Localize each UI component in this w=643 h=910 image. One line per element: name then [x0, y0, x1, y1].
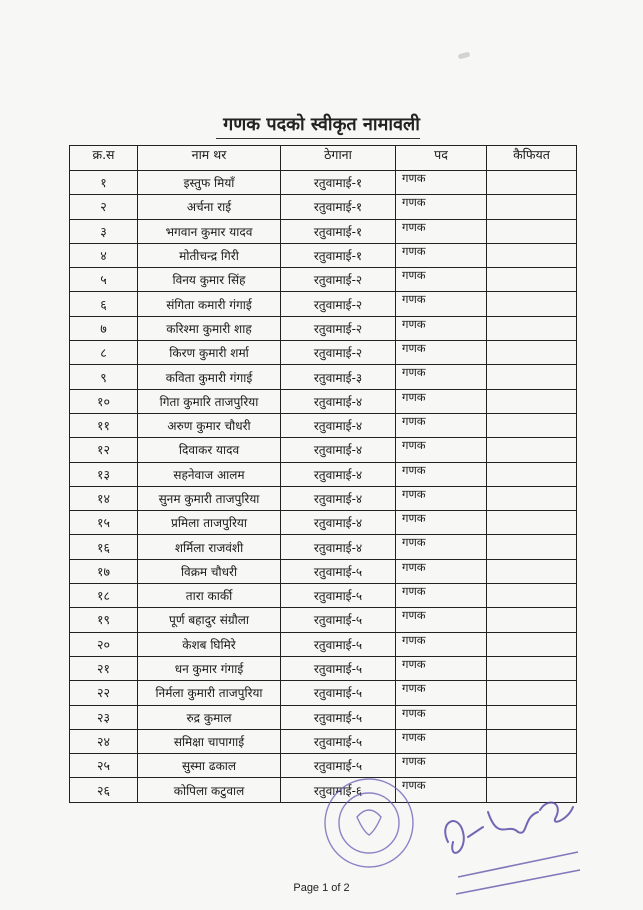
table-row [70, 729, 577, 753]
cell-remarks [487, 729, 577, 753]
cell-post: गणक [396, 511, 487, 535]
cell-address: रतुवामाई-४ [281, 438, 396, 462]
cell-remarks [487, 559, 577, 583]
cell-serial: २० [70, 632, 138, 656]
cell-remarks [487, 681, 577, 705]
cell-remarks [487, 438, 577, 462]
cell-remarks [487, 341, 577, 365]
cell-post: गणक [396, 316, 487, 340]
cell-remarks [487, 462, 577, 486]
table-row [70, 608, 577, 632]
cell-name: कोपिला कटुवाल [138, 778, 281, 802]
cell-post: गणक [396, 632, 487, 656]
cell-serial: २ [70, 195, 138, 219]
cell-address: रतुवामाई-४ [281, 486, 396, 510]
cell-remarks [487, 292, 577, 316]
table-row [70, 511, 577, 535]
table-row [70, 705, 577, 729]
cell-name: प्रमिला ताजपुरिया [138, 511, 281, 535]
cell-post: गणक [396, 243, 487, 267]
cell-address: रतुवामाई-३ [281, 365, 396, 389]
cell-serial: ४ [70, 243, 138, 267]
cell-post: गणक [396, 486, 487, 510]
cell-post: गणक [396, 219, 487, 243]
cell-name: दिवाकर यादव [138, 438, 281, 462]
cell-post: गणक [396, 341, 487, 365]
cell-address: रतुवामाई-१ [281, 243, 396, 267]
cell-address: रतुवामाई-५ [281, 559, 396, 583]
cell-remarks [487, 171, 577, 195]
cell-remarks [487, 219, 577, 243]
cell-name: केशब घिमिरे [138, 632, 281, 656]
cell-serial: ५ [70, 268, 138, 292]
page-number: Page 1 of 2 [293, 882, 350, 894]
cell-address: रतुवामाई-५ [281, 608, 396, 632]
header-remarks: कैफियत [487, 146, 577, 171]
cell-address: रतुवामाई-१ [281, 171, 396, 195]
header-address: ठेगाना [281, 146, 396, 171]
cell-post: गणक [396, 754, 487, 778]
cell-address: रतुवामाई-५ [281, 754, 396, 778]
cell-address: रतुवामाई-५ [281, 681, 396, 705]
cell-name: इस्तुफ मियाँ [138, 171, 281, 195]
cell-remarks [487, 316, 577, 340]
cell-name: अर्चना राई [138, 195, 281, 219]
cell-name: अरुण कुमार चौधरी [138, 413, 281, 437]
cell-name: मोतीचन्द्र गिरी [138, 243, 281, 267]
cell-remarks [487, 413, 577, 437]
table-row [70, 365, 577, 389]
header-name: नाम थर [138, 146, 281, 171]
table-row [70, 462, 577, 486]
table-row [70, 632, 577, 656]
cell-name: विक्रम चौधरी [138, 559, 281, 583]
cell-post: गणक [396, 705, 487, 729]
table-row [70, 243, 577, 267]
cell-name: सुस्मा ढकाल [138, 754, 281, 778]
cell-post: गणक [396, 608, 487, 632]
cell-serial: ३ [70, 219, 138, 243]
cell-address: रतुवामाई-२ [281, 292, 396, 316]
cell-remarks [487, 195, 577, 219]
cell-post: गणक [396, 584, 487, 608]
cell-name: विनय कुमार सिंह [138, 268, 281, 292]
cell-post: गणक [396, 729, 487, 753]
cell-name: सुनम कुमारी ताजपुरिया [138, 486, 281, 510]
table-row [70, 413, 577, 437]
cell-post: गणक [396, 559, 487, 583]
cell-address: रतुवामाई-४ [281, 389, 396, 413]
cell-address: रतुवामाई-४ [281, 511, 396, 535]
cell-serial: १५ [70, 511, 138, 535]
cell-post: गणक [396, 535, 487, 559]
cell-name: समिक्षा चापागाई [138, 729, 281, 753]
cell-name: करिश्मा कुमारी शाह [138, 316, 281, 340]
cell-post: गणक [396, 195, 487, 219]
cell-name: किरण कुमारी शर्मा [138, 341, 281, 365]
table-row [70, 656, 577, 680]
cell-address: रतुवामाई-६ [281, 778, 396, 802]
cell-remarks [487, 754, 577, 778]
cell-name: तारा कार्की [138, 584, 281, 608]
cell-address: रतुवामाई-१ [281, 195, 396, 219]
cell-remarks [487, 705, 577, 729]
cell-serial: २४ [70, 729, 138, 753]
cell-address: रतुवामाई-१ [281, 219, 396, 243]
cell-serial: १८ [70, 584, 138, 608]
cell-name: रुद्र कुमाल [138, 705, 281, 729]
cell-serial: १० [70, 389, 138, 413]
cell-name: निर्मला कुमारी ताजपुरिया [138, 681, 281, 705]
cell-serial: ७ [70, 316, 138, 340]
office-stamp [319, 773, 419, 873]
cell-serial: १७ [70, 559, 138, 583]
cell-address: रतुवामाई-५ [281, 729, 396, 753]
cell-post: गणक [396, 268, 487, 292]
table-row [70, 681, 577, 705]
cell-remarks [487, 584, 577, 608]
cell-remarks [487, 535, 577, 559]
cell-remarks [487, 632, 577, 656]
cell-serial: ११ [70, 413, 138, 437]
cell-name: संगिता कमारी गंगाई [138, 292, 281, 316]
cell-name: भगवान कुमार यादव [138, 219, 281, 243]
cell-serial: ८ [70, 341, 138, 365]
cell-name: शर्मिला राजवंशी [138, 535, 281, 559]
table-row [70, 559, 577, 583]
table-row [70, 486, 577, 510]
table-row [70, 389, 577, 413]
scan-speck [458, 52, 471, 60]
cell-post: गणक [396, 389, 487, 413]
cell-address: रतुवामाई-४ [281, 462, 396, 486]
table-row [70, 438, 577, 462]
cell-name: सहनेवाज आलम [138, 462, 281, 486]
cell-post: गणक [396, 778, 487, 802]
cell-serial: २१ [70, 656, 138, 680]
table-row [70, 341, 577, 365]
cell-address: रतुवामाई-२ [281, 268, 396, 292]
table-row [70, 195, 577, 219]
cell-serial: १६ [70, 535, 138, 559]
cell-post: गणक [396, 462, 487, 486]
cell-serial: २२ [70, 681, 138, 705]
table-body [70, 171, 577, 803]
cell-remarks [487, 243, 577, 267]
cell-address: रतुवामाई-५ [281, 584, 396, 608]
cell-remarks [487, 365, 577, 389]
cell-serial: २६ [70, 778, 138, 802]
approved-list-table [69, 145, 577, 803]
cell-remarks [487, 268, 577, 292]
cell-post: गणक [396, 438, 487, 462]
cell-serial: १४ [70, 486, 138, 510]
cell-post: गणक [396, 365, 487, 389]
cell-serial: १ [70, 171, 138, 195]
table-row [70, 268, 577, 292]
cell-address: रतुवामाई-४ [281, 535, 396, 559]
cell-remarks [487, 389, 577, 413]
table-row [70, 316, 577, 340]
title-underline [216, 138, 420, 139]
cell-serial: २३ [70, 705, 138, 729]
cell-name: गिता कुमारि ताजपुरिया [138, 389, 281, 413]
cell-post: गणक [396, 681, 487, 705]
table-row [70, 219, 577, 243]
cell-remarks [487, 486, 577, 510]
cell-name: धन कुमार गंगाई [138, 656, 281, 680]
cell-remarks [487, 511, 577, 535]
cell-serial: १२ [70, 438, 138, 462]
cell-remarks [487, 608, 577, 632]
table-header-row [70, 146, 577, 171]
cell-serial: १९ [70, 608, 138, 632]
table-row [70, 171, 577, 195]
cell-post: गणक [396, 171, 487, 195]
cell-serial: १३ [70, 462, 138, 486]
header-post: पद [396, 146, 487, 171]
cell-address: रतुवामाई-४ [281, 413, 396, 437]
cell-address: रतुवामाई-५ [281, 632, 396, 656]
cell-address: रतुवामाई-२ [281, 316, 396, 340]
table-row [70, 292, 577, 316]
cell-post: गणक [396, 292, 487, 316]
cell-post: गणक [396, 413, 487, 437]
table-row [70, 584, 577, 608]
cell-address: रतुवामाई-२ [281, 341, 396, 365]
table-row [70, 535, 577, 559]
document-title: गणक पदको स्वीकृत नामावली [223, 114, 420, 135]
cell-address: रतुवामाई-५ [281, 705, 396, 729]
cell-name: कविता कुमारी गंगाई [138, 365, 281, 389]
cell-post: गणक [396, 656, 487, 680]
cell-address: रतुवामाई-५ [281, 656, 396, 680]
cell-name: पूर्ण बहादुर संग्रौला [138, 608, 281, 632]
cell-serial: ६ [70, 292, 138, 316]
header-serial: क्र.स [70, 146, 138, 171]
cell-remarks [487, 656, 577, 680]
cell-serial: ९ [70, 365, 138, 389]
cell-serial: २५ [70, 754, 138, 778]
